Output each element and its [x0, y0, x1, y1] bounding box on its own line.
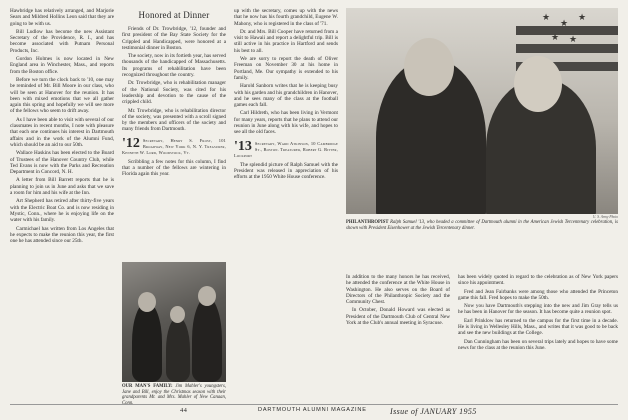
paragraph: Earl Prinklow has returned to the campus for the first time in a decade. He is living in Wellesley Hills, Mass., and writes that it was good to be back and see the new buildings at the College.	[458, 317, 618, 337]
paragraph: Mr. Trowbridge, who is rehabilitation director of the society, was presented with a scroll signed by the members and officers of the society and many friends from Dartmouth.	[122, 107, 226, 133]
star-icon: ★	[578, 12, 587, 22]
paragraph: up with the secretary, comes up with the news that he now has his fourth grandchild, Eugene W. Mahony, who is registered in the class of '71.	[234, 8, 338, 27]
column-2	[122, 8, 226, 180]
paragraph: Scribbling a few notes for this column, I find that a number of the fellows are wintering in Florida again this year.	[122, 158, 226, 178]
star-icon: ★	[560, 18, 569, 28]
class-officers: Secretary, Ward Atkinson, 10 Cambridge St., Boston. Treasurer, Robert G. Ritter, Lockport	[234, 140, 338, 159]
person-face	[138, 292, 156, 312]
paragraph: Fred and Jean Fairbanks were among those who attended the Princeton game this fall. Fred hopes to make the 50th.	[458, 288, 618, 301]
paragraph: The society, now in its fortieth year, has served thousands of the handicapped of Massachusetts. Its programs of rehabilitation have been recognized throughout the country.	[122, 53, 226, 79]
caption-text: Ralph Samuel '13, who headed a committee of Dartmouth alumni in the American Jewish Tercentenary celebration, is shown with President Eisenhower at the Jewish Tercentenary dinner.	[346, 220, 619, 231]
person-face	[404, 38, 454, 96]
paragraph: Wallace Haskins has been elected to the Board of Trustees of the Hanover Country Club, while Ted Evans is now with the Parks and Recreation Department in Concord, N. H.	[10, 150, 114, 176]
person-face	[198, 286, 216, 306]
paragraph: Hawbridge has relatively arranged, and Marjorie Sears and Mildred Hollins Leon said that they are going to be with us.	[10, 8, 114, 27]
family-photo	[122, 262, 226, 382]
paragraph: Dr. and Mrs. Bill Cooper have returned from a visit to Hawaii and report a delightful trip. Bill is still active in his practice in Hartford and sends his best to all.	[234, 28, 338, 54]
class-header-12	[122, 135, 226, 157]
caption-text: Jim Mahler's youngsters, Jane and Bill, enjoy the Christmas season with their grandparents Mr. and Mrs. Mahler of New Canaan, Conn.	[122, 384, 226, 406]
paragraph: We are sorry to report the death of Oliver Freeman on November 30 at his home in Portland, Me. Our sympathy is extended to his family.	[234, 56, 338, 81]
person-face	[170, 306, 185, 323]
class-officers: Secretary, Henry S. Frost, 101 Broadway, New York 6, N. Y. Treasurer, Kenneth W. Lord, Woodstock, Vt.	[122, 137, 226, 156]
person-face	[514, 56, 562, 112]
column-5	[458, 274, 618, 353]
class-header-13	[234, 138, 338, 160]
paragraph: Dan Cunningham has been on several trips lately and hopes to have some news for the class at the reunion this June.	[458, 338, 618, 351]
flag-stripe	[516, 44, 618, 53]
caption-label: OUR MAN'S FAMILY:	[122, 384, 173, 389]
philanthropist-photo-caption	[346, 220, 618, 231]
class-numeral: '12	[122, 135, 140, 151]
paragraph: Before we turn the clock back to '10, one may be reminded of Mr. Bill Moore in our class, who will be seen at Hanover for the reunion. It has been with mixed emotions that we all gather again this spring and hopefully we will see more of the fellows who seem to drift away.	[10, 76, 114, 115]
paragraph: Harold Sanborn writes that he is keeping busy with his garden and his grandchildren in Hanover, and he sees many of the class at the football games each fall.	[234, 83, 338, 109]
paragraph: In October, Donald Howard was elected as President of the Dartmouth Club of Central New York at the Club's annual meeting in Syracuse.	[346, 307, 450, 327]
paragraph: Art Shepherd has retired after thirty-five years with the Electric Boat Co. and is now residing in Mystic, Conn., where he is enjoying life on the water with his family.	[10, 198, 114, 224]
photo-credit: U. S. Army Photo	[592, 215, 618, 219]
issue-label: Issue of JANUARY 1955	[390, 407, 477, 416]
paragraph: In addition to the many honors he has received, he attended the conference at the White House in Washington. He also serves on the Board of Directors of the Philanthropic Society and the Community Chest.	[346, 274, 450, 306]
star-icon: ★	[569, 34, 578, 44]
column-1	[10, 8, 114, 246]
paragraph: Carmichael has written from Los Angeles that he expects to make the reunion this year, the first one he has attended since our 25th.	[10, 225, 114, 245]
paragraph: As I have been able to visit with several of our classmates in recent months, I note with pleasure that each one continues his interest in Dartmouth affairs and in the work of the Alumni Fund, which should be an aid to our 50th.	[10, 116, 114, 148]
paragraph: has been widely quoted in regard to the celebration as of New York papers since his appointment.	[458, 274, 618, 287]
magazine-title: DARTMOUTH ALUMNI MAGAZINE	[258, 407, 367, 413]
philanthropist-photo	[346, 8, 618, 214]
paragraph: Bill Ludlow has become the new Assistant Secretary of the Providence, R. I., and has become associated with Putnam Personal Products, Inc.	[10, 28, 114, 54]
class-numeral: '13	[234, 138, 252, 154]
article-heading: Honored at Dinner	[138, 10, 210, 20]
column-3	[234, 8, 338, 182]
paragraph: Gordon Holmes is now located in New England area in Winchester, Mass., and reports from the Boston office.	[10, 56, 114, 75]
person-figure	[132, 302, 162, 382]
person-figure	[192, 297, 222, 382]
paragraph: A letter from Bill Barrett reports that he is planning to join us in June and asks that we save a room for him and his wife at the Inn.	[10, 177, 114, 197]
paragraph: Friends of Dr. Trowbridge, '12, founder and first president of the Bay State Society for the Crippled and Handicapped, were honored at a testimonial dinner in Boston.	[122, 26, 226, 51]
paragraph: Dr. Trowbridge, who is rehabilitation manager of the National Society, was cited for his leadership and devotion to the cause of the crippled child.	[122, 80, 226, 106]
caption-label: PHILANTHROPIST	[346, 220, 389, 225]
star-icon: ★	[542, 12, 551, 22]
person-figure	[166, 317, 190, 382]
star-icon: ★	[551, 32, 560, 42]
footer-divider	[10, 404, 618, 405]
paragraph: Now you have Dartmouth's stepping into the new and Jim Gray tells us he has been in Hanover for the season. It has become quite a reunion spot.	[458, 303, 618, 316]
paragraph: Carl Hildreth, who has been living in Vermont for many years, reports that he plans to attend our reunion in June along with his wife, and hopes to see all the old faces.	[234, 110, 338, 136]
page-number: 44	[180, 407, 188, 414]
paragraph: The splendid picture of Ralph Samuel with the President was released in appreciation of his efforts at the 1950 White House conference.	[234, 161, 338, 181]
column-4	[346, 274, 450, 328]
